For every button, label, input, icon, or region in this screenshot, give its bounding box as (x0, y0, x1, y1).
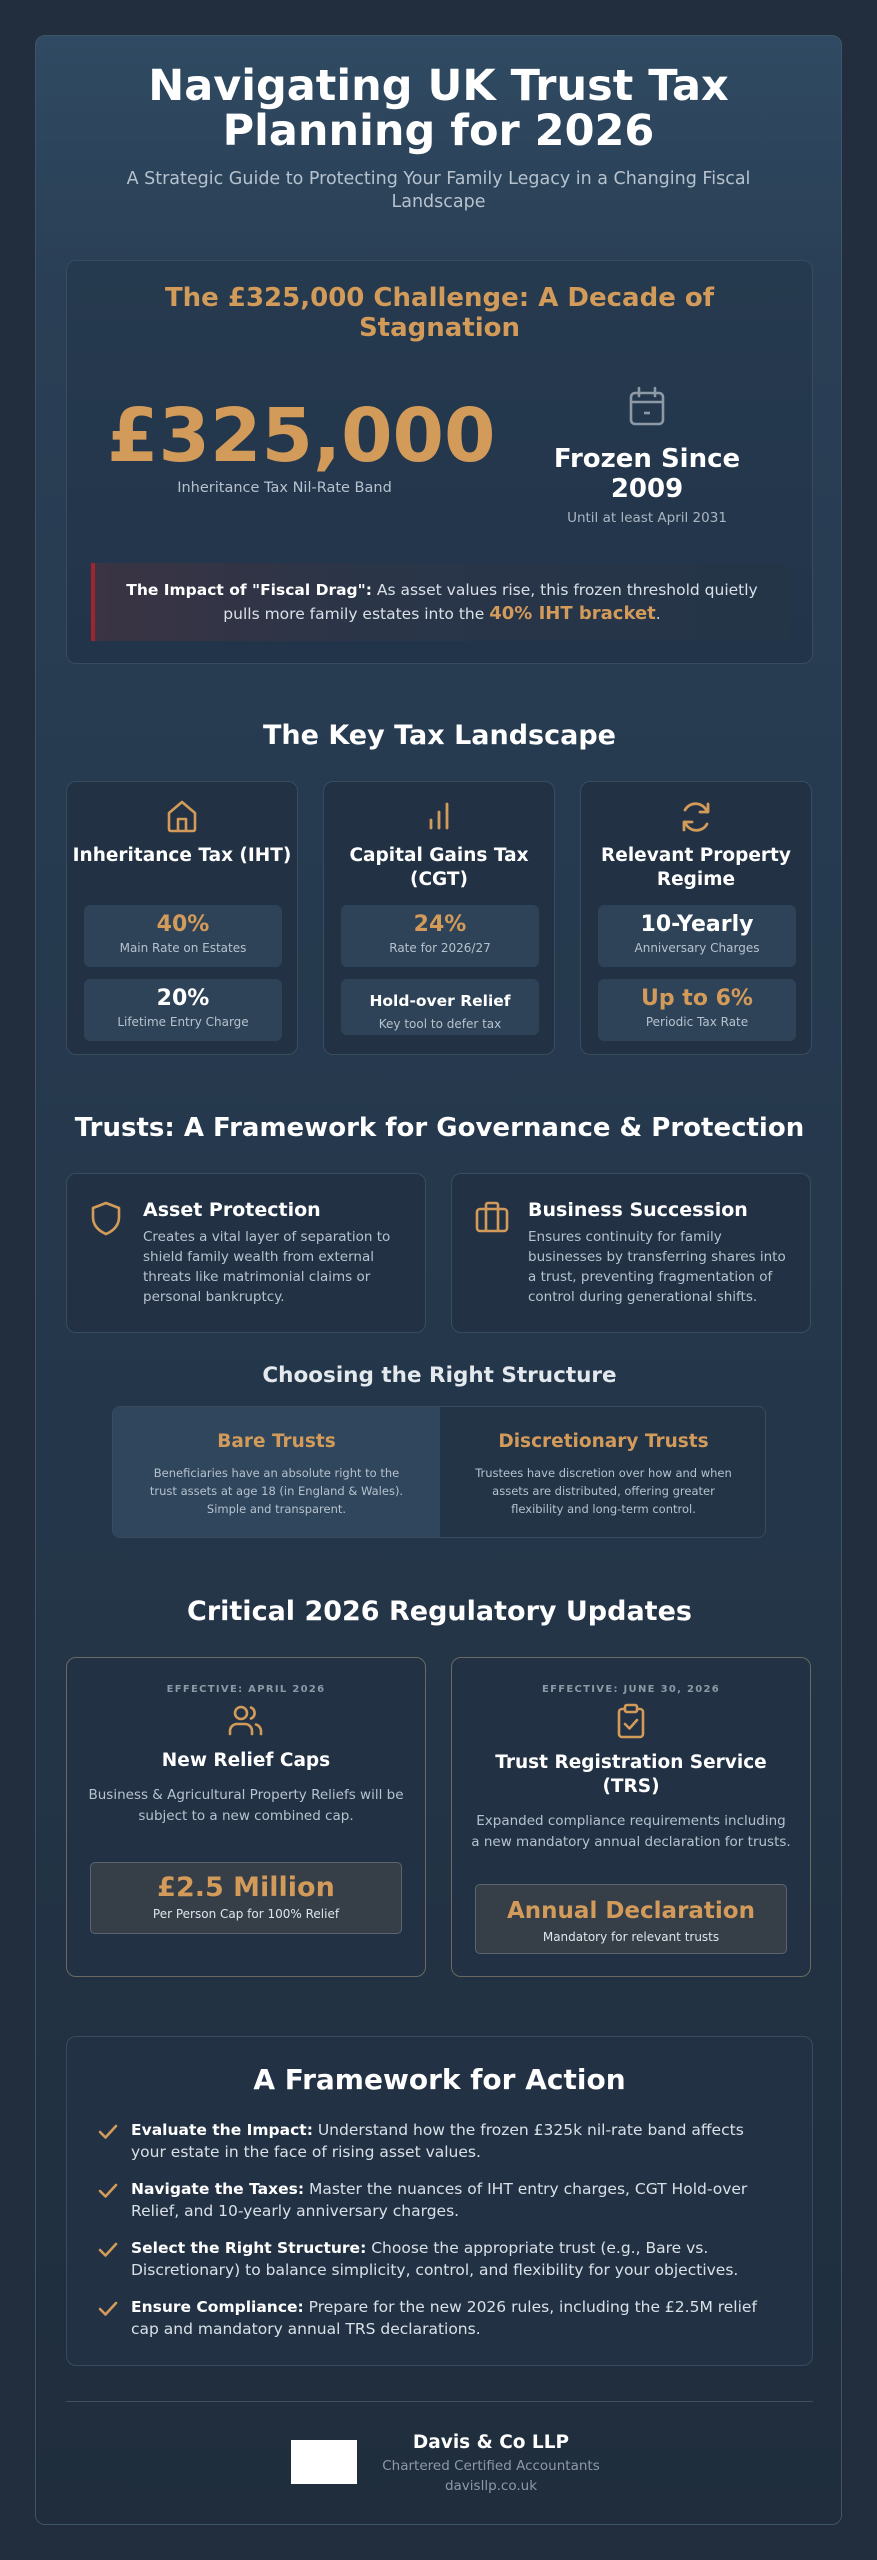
relief-cap-box (90, 1862, 402, 1934)
benefit-title: Asset Protection (143, 1199, 321, 1221)
structure-text: Beneficiaries have an absolute right to the trust assets at age 18 (in England & Wales). Simple and transparent. (149, 1466, 404, 1516)
frozen-stat (537, 386, 757, 526)
stat-pill (341, 905, 539, 967)
checkmark-icon (97, 2241, 119, 2259)
refresh-icon (677, 798, 715, 836)
tax-card-relevant-property (580, 781, 812, 1055)
tax-card-iht (66, 781, 298, 1055)
fiscal-drag-callout (91, 563, 789, 641)
users-icon (227, 1703, 265, 1737)
annual-declaration-desc: Mandatory for relevant trusts (542, 1930, 720, 1944)
action-item-text: Understand how the frozen £325k nil-rate band affects your estate in the face of rising asset values. (131, 2121, 744, 2161)
update-card-relief-caps (66, 1657, 426, 1977)
checkmark-icon (97, 2300, 119, 2318)
update-card-trs (451, 1657, 811, 1977)
effective-date: EFFECTIVE: JUNE 30, 2026 (541, 1684, 720, 1695)
update-text: Expanded compliance requirements including a new mandatory annual declaration for trusts. (471, 1813, 791, 1850)
stat-desc: Key tool to defer tax (378, 1017, 502, 1031)
infographic-page (35, 35, 842, 2525)
stat-pill (598, 979, 796, 1041)
effective-date: EFFECTIVE: APRIL 2026 (166, 1684, 326, 1695)
nil-rate-band-stat (107, 393, 496, 496)
fiscal-drag-body: As asset values rise, this frozen threshold quietly pulls more family estates into the (223, 581, 758, 623)
update-title: Trust Registration Service (TRS) (495, 1752, 767, 1797)
action-item-lead: Select the Right Structure: (131, 2239, 367, 2257)
stat-desc: Rate for 2026/27 (389, 941, 491, 955)
stat-desc: Lifetime Entry Charge (117, 1015, 249, 1029)
checkmark-icon (97, 2123, 119, 2141)
benefit-title: Business Succession (528, 1199, 748, 1221)
briefcase-icon (474, 1200, 510, 1234)
frozen-title: Frozen Since 2009 (553, 444, 741, 504)
shield-icon (89, 1200, 123, 1236)
fiscal-drag-lead: The Impact of "Fiscal Drag": (126, 581, 372, 599)
stat-value: Hold-over Relief (369, 992, 511, 1010)
stat-desc: Periodic Tax Rate (645, 1015, 749, 1029)
benefit-card-asset-protection (66, 1173, 426, 1333)
firm-url[interactable]: davisllp.co.uk (444, 2478, 538, 2494)
structure-title: Discretionary Trusts (498, 1431, 709, 1452)
checkmark-icon (97, 2182, 119, 2200)
structure-title: Bare Trusts (217, 1431, 336, 1452)
action-item-lead: Navigate the Taxes: (131, 2180, 305, 2198)
header (36, 36, 841, 214)
stat-value: 24% (413, 912, 467, 937)
action-item (97, 2296, 777, 2340)
action-item (97, 2237, 777, 2281)
relief-cap-desc: Per Person Cap for 100% Relief (152, 1907, 340, 1921)
action-item-lead: Evaluate the Impact: (131, 2121, 313, 2139)
action-item (97, 2178, 777, 2222)
structure-bare-trusts (113, 1407, 440, 1538)
firm-name: Davis & Co LLP (412, 2432, 570, 2453)
structure-discretionary-trusts (440, 1407, 766, 1538)
stat-value: 40% (156, 912, 210, 937)
bar-chart-icon (421, 798, 457, 834)
annual-declaration-box (475, 1884, 787, 1954)
structure-text: Trustees have discretion over how and when assets are distributed, offering greater flexibility and long-term control. (475, 1466, 732, 1516)
calendar-icon (627, 386, 667, 428)
fiscal-drag-end: . (655, 605, 661, 623)
update-text: Business & Agricultural Property Reliefs will be subject to a new combined cap. (88, 1787, 404, 1824)
action-item-text: Master the nuances of IHT entry charges, CGT Hold-over Relief, and 10-yearly anniversary charges. (131, 2180, 748, 2220)
annual-declaration-value: Annual Declaration (507, 1898, 755, 1924)
updates-title: Critical 2026 Regulatory Updates (187, 1596, 692, 1627)
landscape-title: The Key Tax Landscape (263, 720, 616, 751)
relief-cap-value: £2.5 Million (157, 1872, 335, 1903)
framework-title: Trusts: A Framework for Governance & Protection (74, 1113, 805, 1143)
tax-card-title: Relevant Property Regime (601, 845, 791, 890)
fiscal-drag-text (123, 579, 761, 626)
action-card (66, 2036, 813, 2366)
tax-card-cgt (323, 781, 555, 1055)
firm-subtitle: Chartered Certified Accountants (382, 2458, 600, 2474)
stat-value: 10-Yearly (640, 912, 754, 937)
action-item-text: Choose the appropriate trust (e.g., Bare vs. Discretionary) to balance simplicity, control, and flexibility for your objectives. (131, 2239, 739, 2279)
update-title: New Relief Caps (161, 1750, 331, 1771)
footer-divider (66, 2401, 813, 2402)
page-subtitle: A Strategic Guide to Protecting Your Family Legacy in a Changing Fiscal Landscape (126, 169, 751, 212)
stat-pill (341, 979, 539, 1035)
structure-title: Choosing the Right Structure (262, 1363, 617, 1388)
tax-card-title: Inheritance Tax (IHT) (72, 845, 292, 866)
firm-info (371, 2432, 611, 2494)
challenge-card (66, 260, 813, 664)
firm-logo (291, 2440, 357, 2484)
fiscal-drag-highlight: 40% IHT bracket (489, 603, 656, 624)
stat-desc: Main Rate on Estates (119, 941, 247, 955)
tax-card-title: Capital Gains Tax (CGT) (349, 845, 529, 890)
nil-rate-band-label: Inheritance Tax Nil-Rate Band (177, 480, 392, 496)
action-item-text: Prepare for the new 2026 rules, including the £2.5M relief cap and mandatory annual TRS declarations. (131, 2298, 757, 2338)
challenge-title: The £325,000 Challenge: A Decade of Stagnation (164, 283, 715, 343)
action-item (97, 2119, 777, 2163)
structure-comparison (112, 1406, 766, 1538)
stat-pill (84, 905, 282, 967)
benefit-text: Ensures continuity for family businesses by transferring shares into a trust, preventing fragmentation of control during generational shifts. (528, 1229, 786, 1305)
page-title: Navigating UK Trust Tax Planning for 2026 (148, 61, 729, 156)
stat-desc: Anniversary Charges (634, 941, 760, 955)
stat-value: Up to 6% (641, 986, 753, 1011)
benefit-text: Creates a vital layer of separation to shield family wealth from external threats like matrimonial claims or personal bankruptcy. (143, 1229, 391, 1305)
action-item-lead: Ensure Compliance: (131, 2298, 304, 2316)
home-icon (164, 798, 200, 834)
stat-pill (598, 905, 796, 967)
benefit-card-business-succession (451, 1173, 811, 1333)
nil-rate-band-amount: £325,000 (107, 393, 496, 479)
frozen-subtitle: Until at least April 2031 (567, 510, 727, 526)
stat-pill (84, 979, 282, 1041)
stat-value: 20% (156, 986, 210, 1011)
action-title: A Framework for Action (253, 2063, 626, 2096)
clipboard-check-icon (614, 1703, 648, 1739)
